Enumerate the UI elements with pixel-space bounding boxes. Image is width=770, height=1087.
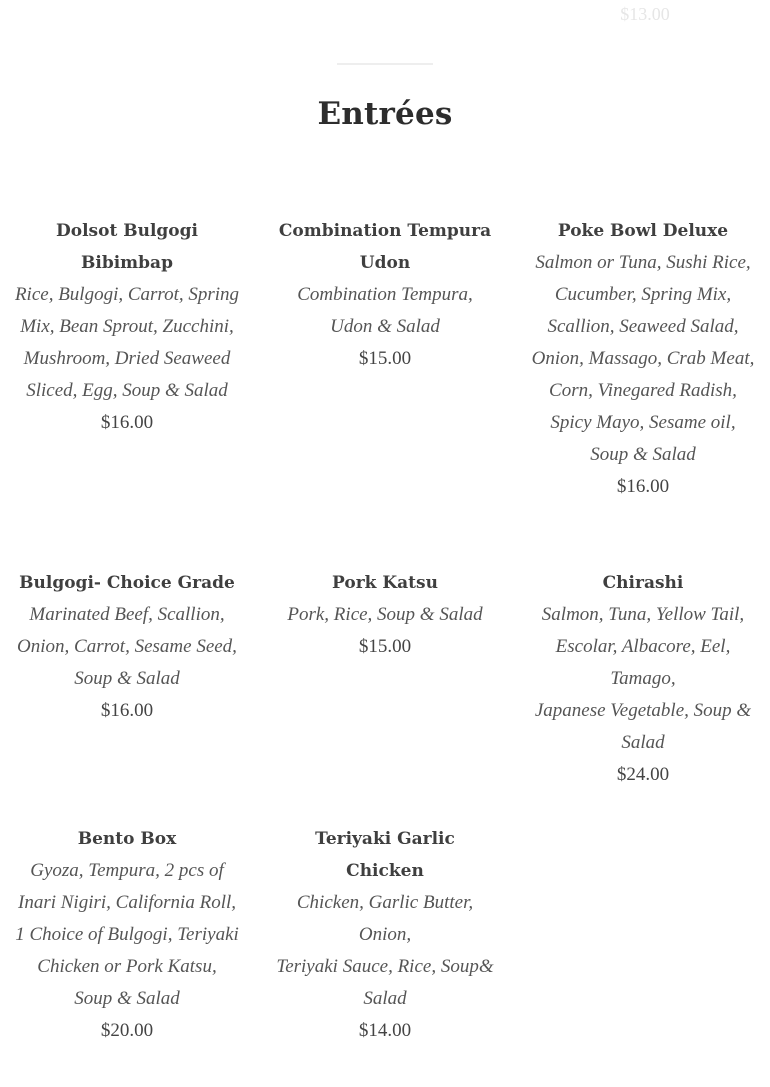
item-name: Bulgogi- Choice Grade: [19, 573, 235, 593]
item-description: Teriyaki Sauce, Rice, Soup& Salad: [276, 956, 494, 1009]
menu-item-poke-bowl-deluxe: [530, 215, 756, 503]
item-price: $15.00: [358, 636, 412, 657]
menu-item-combination-tempura-udon: [275, 215, 495, 375]
item-description: Marinated Beef, Scallion, Onion, Carrot, Sesame Seed,: [17, 604, 237, 657]
menu-item-pork-katsu: [275, 567, 495, 663]
item-price: $16.00: [616, 476, 670, 497]
item-description: Chicken, Garlic Butter, Onion,: [296, 892, 474, 945]
item-description: Rice, Bulgogi, Carrot, Spring Mix, Bean Sprout, Zucchini, Mushroom, Dried Seaweed Sliced, Egg, Soup & Salad: [14, 284, 240, 401]
item-description: Gyoza, Tempura, 2 pcs of Inari Nigiri, California Roll, 1 Choice of Bulgogi, Teriyaki Chicken or Pork Katsu,: [15, 860, 239, 977]
item-description: Pork, Rice, Soup & Salad: [287, 604, 483, 625]
menu-item-chirashi: [530, 567, 756, 791]
menu-item-bulgogi-choice-grade: [12, 567, 242, 727]
item-price: $20.00: [100, 1020, 154, 1041]
item-name: Combination Tempura Udon: [278, 221, 492, 273]
menu-item-teriyaki-garlic-chicken: [275, 823, 495, 1047]
item-description: Combination Tempura, Udon & Salad: [297, 284, 473, 337]
menu-item-dolsot-bulgogi-bibimbap: [12, 215, 242, 439]
item-name: Teriyaki Garlic Chicken: [315, 829, 455, 881]
item-name: Dolsot Bulgogi Bibimbap: [56, 221, 198, 273]
section-divider: [337, 63, 433, 65]
item-price: $14.00: [358, 1020, 412, 1041]
item-name: Pork Katsu: [332, 573, 438, 593]
item-price: $24.00: [616, 764, 670, 785]
item-price: $15.00: [358, 348, 412, 369]
item-name: Bento Box: [77, 829, 177, 849]
item-price: $16.00: [100, 700, 154, 721]
item-description: Salmon or Tuna, Sushi Rice, Cucumber, Spring Mix, Scallion, Seaweed Salad, Onion, Massago, Crab Meat, Corn, Vinegared Radish, Spicy Mayo, Sesame oil, Soup & Salad: [531, 252, 755, 465]
section-title-entrees: Entrées: [317, 96, 453, 132]
previous-section-price: $13.00: [620, 4, 670, 24]
item-price: $16.00: [100, 412, 154, 433]
menu-item-bento-box: [12, 823, 242, 1047]
item-description: Soup & Salad: [74, 988, 180, 1009]
item-description: Soup & Salad: [74, 668, 180, 689]
item-name: Poke Bowl Deluxe: [557, 221, 729, 241]
item-name: Chirashi: [602, 573, 684, 593]
item-description: Japanese Vegetable, Soup & Salad: [534, 700, 752, 753]
item-description: Salmon, Tuna, Yellow Tail, Escolar, Albacore, Eel, Tamago,: [541, 604, 745, 689]
